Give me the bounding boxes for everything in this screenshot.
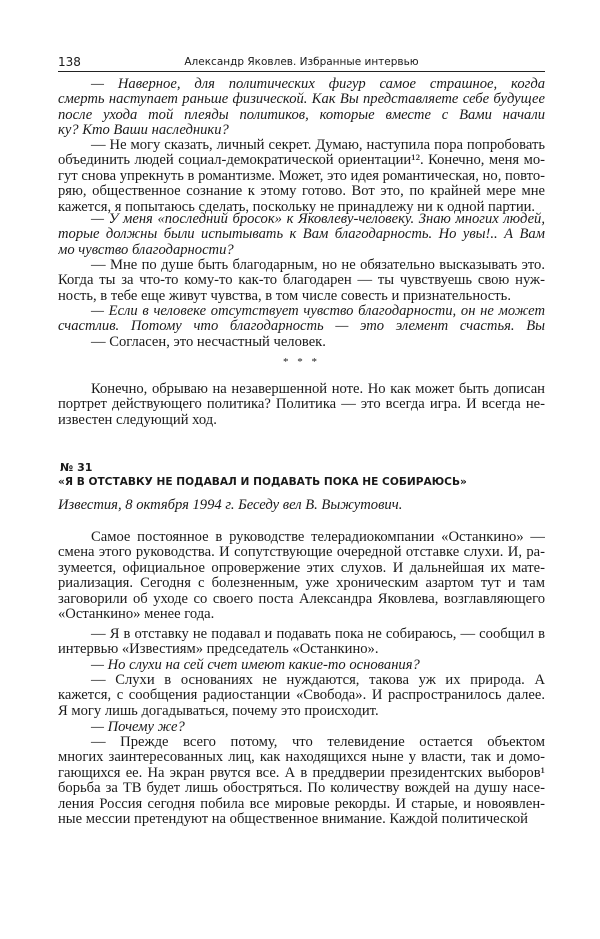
text-line: гающихся ее. На экран рвутся все. А в преддверии президентских выборов¹ xyxy=(58,765,545,781)
text-line: Конечно, обрываю на незавершенной ноте. Но как может быть дописан xyxy=(91,382,545,397)
text-line: объединить людей социал-демократической ориентации¹². Конечно, меня мо- xyxy=(58,153,545,169)
paragraph-text xyxy=(58,382,545,428)
text-line: Я могу лишь догадываться, почему это происходит. xyxy=(58,703,379,719)
text-line: Когда ты за что-то кому-то как-то благодарен — ты чувствуешь свою нуж- xyxy=(58,273,545,289)
paragraph-question xyxy=(58,658,545,673)
text-line: счастлив. Потому что благодарность — это элемент счастья. Вы xyxy=(58,319,545,335)
text-line: гут снова упрекнуть в романтизме. Может, это идея романтическая, но, повто- xyxy=(58,168,545,184)
text-line: — У меня «последний бросок» к Яковлеву-человеку. Знаю многих людей, xyxy=(91,212,545,227)
document-number: № 31 xyxy=(60,461,93,474)
text-line: многих заинтересованных лиц, как находящихся ныне у власти, так и домо- xyxy=(58,750,545,766)
text-line: торые должны были испытывать к Вам благодарность. Но увы!.. А Вам xyxy=(58,227,545,243)
text-line: борьба за ТВ будет лишь обостряться. По количеству вождей на душу насе- xyxy=(58,781,545,797)
text-line: — Но слухи на сей счет имеют какие-то основания? xyxy=(91,658,420,673)
section-separator: * * * xyxy=(283,356,320,368)
text-line: ку? Кто Ваши наследники? xyxy=(58,123,229,139)
paragraph-answer xyxy=(58,735,545,827)
text-line: — Я в отставку не подавал и подавать пока не собираюсь, — сообщил в xyxy=(91,627,545,642)
paragraph-question xyxy=(58,212,545,258)
text-line: ность, в тебе еще живут чувства, в том числе совесть и признательность. xyxy=(58,288,511,304)
text-line: — Согласен, это несчастный человек. xyxy=(91,335,326,350)
text-line: портрет действующего политика? Политика — это всегда игра. И всегда не- xyxy=(58,397,545,413)
text-line: интервью «Известиям» председатель «Останкино». xyxy=(58,642,379,658)
text-line: риализация. Сегодня с болезненным, уже хроническим азартом тут и там xyxy=(58,576,545,592)
text-line: — Если в человеке отсутствует чувство благодарности, он не может xyxy=(91,304,545,319)
text-line: — Мне по душе быть благодарным, но не обязательно высказывать это. xyxy=(91,258,545,273)
text-line: после ухода той плеяды политиков, которые вместе с Вами начали xyxy=(58,107,545,123)
text-line: — Наверное, для политических фигур самое страшное, когда xyxy=(91,77,545,92)
text-line: мо чувство благодарности? xyxy=(58,242,234,258)
paragraph-question xyxy=(58,77,545,139)
text-line: смена этого руководства. И сопутствующие очередной отставке слухи. И, ра- xyxy=(58,545,545,561)
paragraph-question xyxy=(58,720,545,735)
paragraph-answer xyxy=(58,335,545,350)
running-header xyxy=(58,55,545,72)
paragraph-answer xyxy=(58,258,545,304)
text-line: смерть наступает раньше физической. Как Вы представляете себе будущее xyxy=(58,92,545,108)
text-line: «Останкино» менее года. xyxy=(58,606,215,622)
text-line: ные мессии претендуют на общественное внимание. Каждой политической xyxy=(58,811,528,827)
paragraph-text xyxy=(58,530,545,622)
text-line: — Почему же? xyxy=(91,720,185,735)
text-line: ряю, общественное сознание к этому готово. Вот это, по крайней мере мне xyxy=(58,184,545,200)
paragraph-question xyxy=(58,304,545,335)
paragraph-answer xyxy=(58,138,545,215)
text-line: Самое постоянное в руководстве телерадиокомпании «Останкино» — xyxy=(91,530,545,545)
document-source: Известия, 8 октября 1994 г. Беседу вел В. Выжутович. xyxy=(58,497,403,513)
text-line: зумеется, официальное опровержение этих слухов. И дальнейшая их мате- xyxy=(58,560,545,576)
paragraph-answer xyxy=(58,673,545,719)
text-line: — Слухи в основаниях не нуждаются, такова уж их природа. А xyxy=(91,673,545,688)
page-number: 138 xyxy=(58,55,81,69)
text-line: — Не могу сказать, личный секрет. Думаю, наступила пора попробовать xyxy=(91,138,545,153)
document-title: «Я В ОТСТАВКУ НЕ ПОДАВАЛ И ПОДАВАТЬ ПОКА НЕ СОБИРАЮСЬ» xyxy=(58,476,467,488)
text-line: ления Россия сегодня побила все мировые рекорды. И старые, и новоявлен- xyxy=(58,796,545,812)
text-line: — Прежде всего потому, что телевидение остается объектом xyxy=(91,735,545,750)
text-line: кажется, с сообщения радиостанции «Свобода». И распространилось далее. xyxy=(58,688,545,704)
running-title: Александр Яковлев. Избранные интервью xyxy=(184,56,419,68)
text-line: кажется, я попытаюсь сделать, поскольку не принадлежу ни к одной партии. xyxy=(58,199,536,215)
paragraph-answer xyxy=(58,627,545,658)
text-line: известен следующий ход. xyxy=(58,412,217,428)
text-line: заговорили об уходе со своего поста Александра Яковлева, возглавляющего xyxy=(58,591,545,607)
